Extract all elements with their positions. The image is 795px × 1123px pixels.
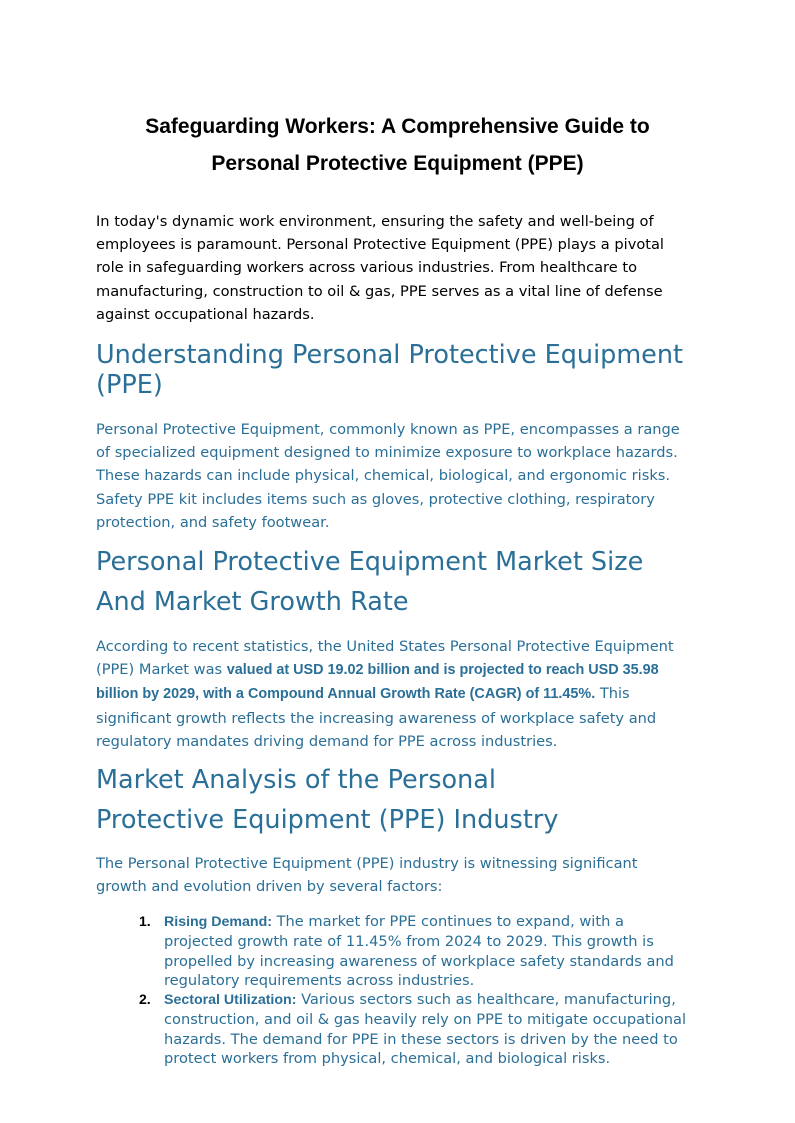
intro-paragraph <box>96 210 696 326</box>
list-item <box>96 912 716 990</box>
cagr-highlight: billion by 2029, with a Compound Annual Growth Rate (CAGR) of 11.45%. <box>96 686 596 703</box>
paragraph-line: Safety PPE kit includes items such as gloves, protective clothing, respiratory <box>96 490 655 508</box>
section-paragraph-market-size <box>96 635 706 753</box>
plain-text: This <box>595 685 630 703</box>
paragraph-line <box>96 682 706 706</box>
heading-line: (PPE) <box>96 370 163 400</box>
heading-line: Market Analysis of the Personal <box>96 765 496 795</box>
factors-list <box>96 912 716 1068</box>
section-heading-market-analysis <box>96 760 716 840</box>
section-heading-understanding-ppe <box>96 340 716 400</box>
paragraph-line: According to recent statistics, the United States Personal Protective Equipment <box>96 638 674 655</box>
list-line: propelled by increasing awareness of workplace safety standards and <box>164 952 674 970</box>
list-line: projected growth rate of 11.45% from 2024 to 2029. This growth is <box>164 933 654 951</box>
section-heading-market-size <box>96 542 716 622</box>
section-paragraph-market-analysis <box>96 852 706 898</box>
market-value-highlight: valued at USD 19.02 billion and is projected to reach USD 35.98 <box>226 662 659 679</box>
paragraph-line <box>96 658 706 682</box>
list-line: regulatory requirements across industries. <box>164 971 475 989</box>
list-text: The market for PPE continues to expand, with a <box>272 913 624 930</box>
paragraph-line: Personal Protective Equipment, commonly known as PPE, encompasses a range <box>96 421 680 438</box>
list-line <box>164 912 716 932</box>
list-line: construction, and oil & gas heavily rely on PPE to mitigate occupational <box>164 1011 686 1029</box>
paragraph-line: The Personal Protective Equipment (PPE) industry is witnessing significant <box>96 855 638 872</box>
paragraph-line: These hazards can include physical, chemical, biological, and ergonomic risks. <box>96 467 671 485</box>
intro-line: manufacturing, construction to oil & gas, PPE serves as a vital line of defense <box>96 282 663 300</box>
section-paragraph-understanding-ppe <box>96 418 706 534</box>
heading-line: And Market Growth Rate <box>96 587 409 617</box>
list-text: Various sectors such as healthcare, manufacturing, <box>296 991 676 1009</box>
intro-line: against occupational hazards. <box>96 305 315 323</box>
document-title <box>0 108 795 182</box>
intro-line: In today's dynamic work environment, ensuring the safety and well-being of <box>96 213 654 230</box>
list-term: Rising Demand: <box>164 914 272 930</box>
list-line: hazards. The demand for PPE in these sectors is driven by the need to <box>164 1030 678 1048</box>
list-item <box>96 990 716 1068</box>
list-term: Sectoral Utilization: <box>164 992 297 1009</box>
paragraph-line: of specialized equipment designed to minimize exposure to workplace hazards. <box>96 444 678 462</box>
paragraph-line: regulatory mandates driving demand for PPE across industries. <box>96 732 558 750</box>
title-line-1: Safeguarding Workers: A Comprehensive Guide to <box>145 115 650 139</box>
title-line-2: Personal Protective Equipment (PPE) <box>211 152 584 176</box>
heading-line: Personal Protective Equipment Market Size <box>96 547 644 577</box>
heading-line: Protective Equipment (PPE) Industry <box>96 805 559 835</box>
paragraph-line: significant growth reflects the increasing awareness of workplace safety and <box>96 709 657 727</box>
list-number: 1. <box>139 913 151 929</box>
list-line <box>164 990 716 1010</box>
plain-text: (PPE) Market was <box>96 661 227 679</box>
paragraph-line: growth and evolution driven by several factors: <box>96 878 443 896</box>
paragraph-line: protection, and safety footwear. <box>96 513 330 531</box>
heading-line: Understanding Personal Protective Equipment <box>96 340 684 370</box>
intro-line: role in safeguarding workers across various industries. From healthcare to <box>96 259 638 277</box>
intro-line: employees is paramount. Personal Protective Equipment (PPE) plays a pivotal <box>96 236 664 254</box>
list-number: 2. <box>139 991 151 1008</box>
list-line: protect workers from physical, chemical, and biological risks. <box>164 1050 611 1068</box>
